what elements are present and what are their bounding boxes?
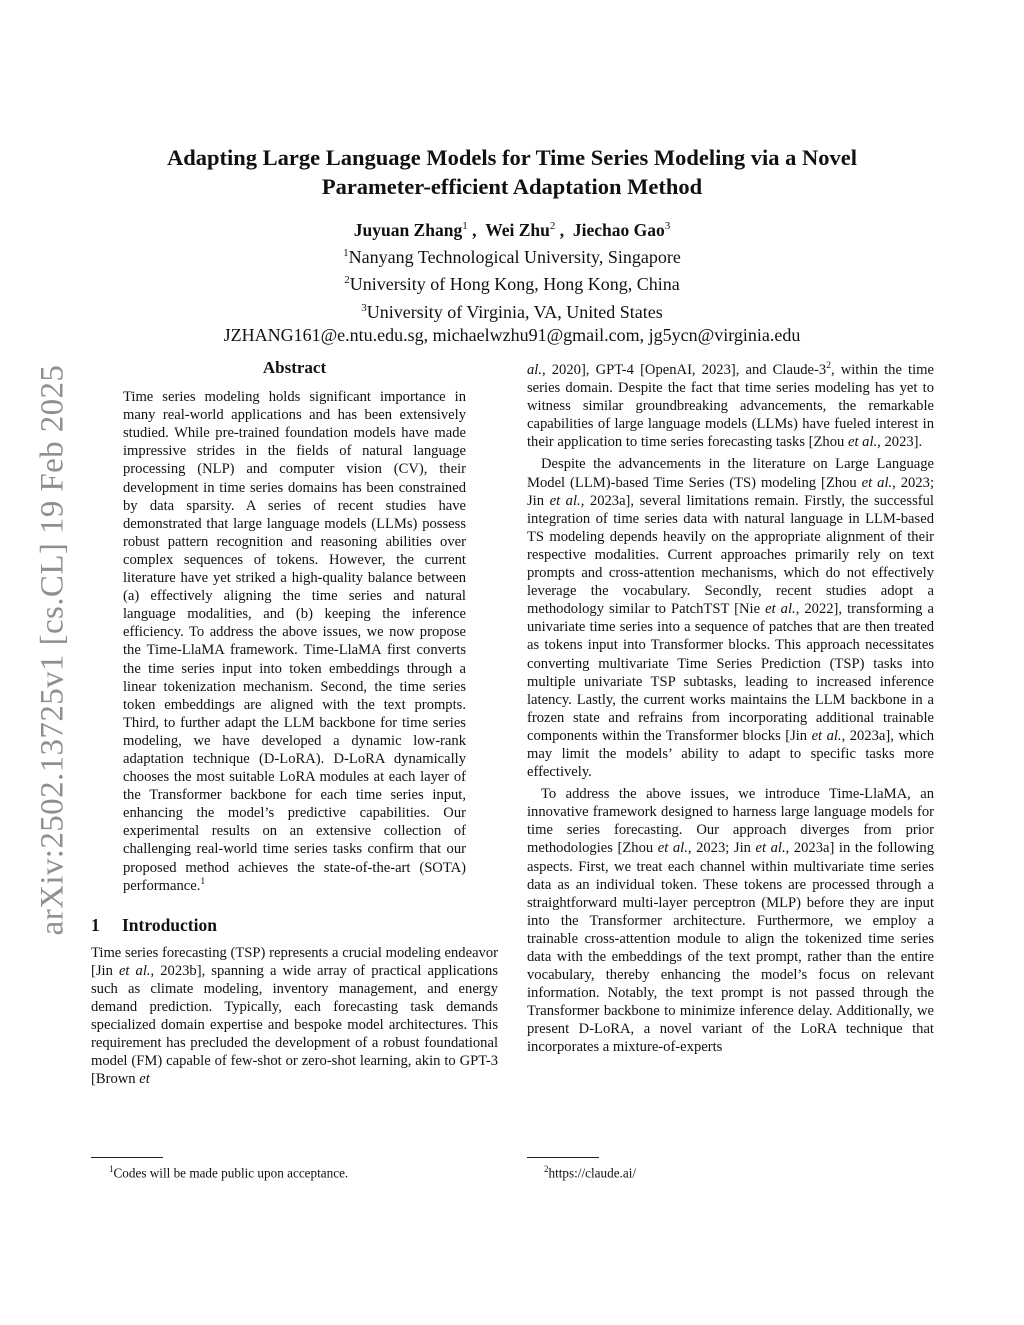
author-name: Juyuan Zhang	[353, 219, 463, 240]
paper-title	[120, 143, 904, 201]
intro-paragraph-1-start: Time series forecasting (TSP) represents a crucial modeling endeavor [Jin et al., 2023b], spanning a wide array of practical applications such as climate modeling, inventory management, and energy demand prediction. Typically, each forecasting task demands specialized domain expertise and bespoke model architectures. This requirement has precluded the development of a robust foundational model (FM) capable of few-shot or zero-shot learning, akin to GPT-3 [Brown et	[91, 944, 499, 1088]
title-line-1: Adapting Large Language Models for Time Series Modeling via a Novel	[167, 145, 857, 170]
abstract-text: Time series modeling holds significant importance in many real-world applications and has been extensively studied. While pre-trained foundation models have made impressive strides in the fields of natural language processing (NLP) and computer vision (CV), their development in time series domains has been constrained by data sparsity. A series of recent studies have demonstrated that large language models (LLMs) possess robust pattern recognition and reasoning abilities over complex sequences of tokens. However, the current literature have yet striked a high-quality balance between (a) effectively aligning the time series and natural language modalities, and (b) keeping the inference efficiency. To address the above issues, we now propose the Time-LlaMA framework. Time-LlaMA first converts the time series input into token embeddings through a linear tokenization mechanism. Second, the time series token embeddings are aligned with the text prompts. Third, to further adapt the LLM backbone for time series modeling, we have developed a dynamic low-rank adaptation technique (D-LoRA). D-LoRA dynamically chooses the most suitable LoRA modules at each layer of the Transformer backbone for each time series input, enhancing the model’s predictive capabilities. Our experimental results on an extensive collection of challenging real-world time series tasks confirm that our proposed method achieves the state-of-the-art (SOTA) performance.$^1$	[123, 389, 466, 894]
intro-paragraph-1-continued: al., 2020], GPT-4 [OpenAI, 2023], and Claude-3$^2$, within the time series domain. Despite the fact that time series modeling has yet to witness similar groundbreaking advancements, the remarkable capabilities of large language models (LLMs) have fueled interest in their application to time series forecasting tasks [Zhou et al., 2023].	[527, 361, 934, 451]
affiliations	[120, 242, 904, 347]
intro-paragraph-2: Despite the advancements in the literature on Large Language Model (LLM)-based Time Series (TS) modeling [Zhou et al., 2023; Jin et al., 2023a], several limitations remain. Firstly, the successful integration of time series data with natural language in LLM-based TS modeling depends heavily on the appropriate alignment of their respective modalities. Current approaches primarily rely on text prompts and cross-attention mechanisms, which do not effectively leverage the vocabulary. Secondly, recent studies adopt a methodology similar to PatchTST [Nie et al., 2022], transforming a univariate time series into a sequence of patches that are then treated as tokens input into Transformer blocks. This approach necessitates converting multivariate Time Series Prediction (TSP) tasks into multiple univariate TSP subtasks, leading to increased inference latency. Lastly, the current works maintains the LLM backbone in a frozen state and refrains from incorporating additional trainable components within the Transformer blocks [Jin et al., 2023a], which may limit the models’ ability to adapt to specific tasks more effectively.	[527, 456, 935, 781]
footnote-2: $^2$https://claude.ai/	[544, 1164, 637, 1181]
author-affiliation-mark: 3	[664, 220, 671, 232]
author-name: Jiechao Gao	[572, 219, 665, 240]
footnote-reference: 2	[826, 361, 831, 372]
footnote-1: $^1$Codes will be made public upon acceptance.	[109, 1164, 349, 1181]
author-list: Juyuan Zhang$^1$ , Wei Zhu$^2$ , Jiechao Gao$^3$	[353, 219, 671, 240]
author-emails: JZHANG161@e.ntu.edu.sg, michaelwzhu91@gmail.com, jg5ycn@virginia.edu	[223, 324, 801, 345]
section-number: 1	[91, 914, 100, 935]
arxiv-identifier-stamp: arXiv:2502.13725v1 [cs.CL] 19 Feb 2025	[34, 364, 71, 936]
affiliation-line: $^2$University of Hong Kong, Hong Kong, China	[344, 274, 680, 295]
intro-paragraph-3: To address the above issues, we introduce Time-LlaMA, an innovative framework designed to harness large language models for time series forecasting. Our approach diverges from prior methodologies [Zhou et al., 2023; Jin et al., 2023a] in the following aspects. First, we treat each channel within multivariate time series data as an individual token. These tokens are processed through a straightforward multi-layer perceptron (MLP) before they are input into the Transformer architecture. Furthermore, we employ a trainable cross-attention module to align the tokenized time series data with the embeddings of the text prompt, rather than the entire vocabulary, thereby enhancing the model’s focus on relevant information. Notably, the text prompt is not passed through the Transformer backbone to minimize inference delay. Additionally, we present D-LoRA, a novel variant of the LoRA technique that incorporates a mixture-of-experts	[527, 786, 934, 1056]
abstract-section	[91, 359, 498, 895]
right-column	[527, 361, 934, 1057]
section-heading-introduction	[91, 916, 498, 934]
left-column	[91, 359, 498, 1089]
author-affiliation-mark: 1	[462, 220, 468, 232]
footnote-divider-right	[527, 1157, 599, 1158]
title-line-2: Parameter-efficient Adaptation Method	[321, 174, 703, 199]
footnote-divider-left	[91, 1157, 163, 1158]
author-name: Wei Zhu	[485, 219, 550, 240]
footnote-reference: 1	[200, 876, 206, 887]
author-affiliation-mark: 2	[549, 220, 556, 232]
affiliation-line: $^3$University of Virginia, VA, United States	[361, 301, 663, 322]
affiliation-line: $^1$Nanyang Technological University, Singapore	[343, 247, 681, 267]
abstract-heading: Abstract	[262, 358, 327, 377]
section-title: Introduction	[122, 914, 217, 935]
